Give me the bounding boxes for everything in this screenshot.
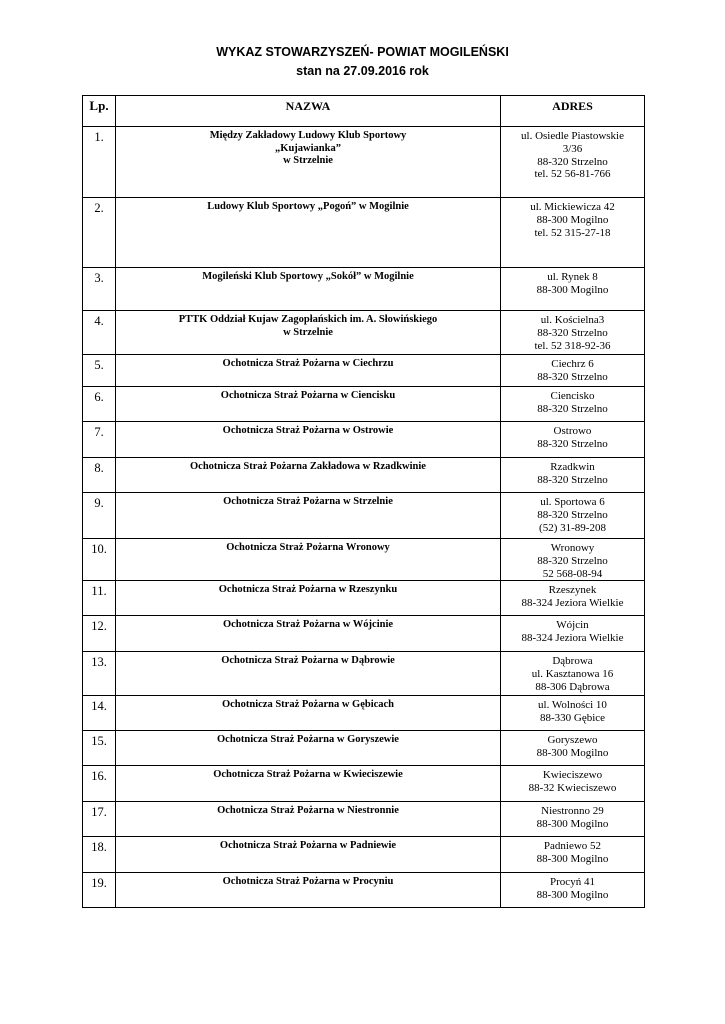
address-line: 88-300 Mogilno xyxy=(536,818,609,831)
address-line: 88-324 Jeziora Wielkie xyxy=(521,632,624,645)
table-row xyxy=(83,696,645,731)
address-line: 88-306 Dąbrowa xyxy=(535,680,610,693)
table-row xyxy=(83,581,645,616)
table-row xyxy=(83,731,645,766)
association-name-cell xyxy=(116,311,501,355)
column-header-address: ADRES xyxy=(501,96,645,127)
association-name-line: Ochotnicza Straż Pożarna w Gębicach xyxy=(221,699,395,711)
address-cell xyxy=(501,422,645,458)
table-row xyxy=(83,873,645,908)
address-line: Ciencisko xyxy=(550,390,595,402)
row-number: 14. xyxy=(83,696,116,731)
address-cell xyxy=(501,127,645,198)
association-name-line: Ochotnicza Straż Pożarna Zakładowa w Rzadkwinie xyxy=(190,461,426,472)
association-name-line: Ochotnicza Straż Pożarna w Kwieciszewie xyxy=(213,769,403,781)
association-name-cell xyxy=(116,696,501,731)
association-name-cell xyxy=(116,268,501,311)
address-line: 88-330 Gębice xyxy=(539,712,606,725)
address-line: 88-324 Jeziora Wielkie xyxy=(521,597,624,610)
address-line: 88-32 Kwieciszewo xyxy=(528,782,617,795)
address-line: ul. Kasztanowa 16 xyxy=(531,668,614,681)
association-name-cell xyxy=(116,802,501,837)
address-line: Wójcin xyxy=(556,619,589,632)
association-name-line: Ochotnicza Straż Pożarna w Goryszewie xyxy=(217,734,399,746)
address-cell xyxy=(501,802,645,837)
row-number: 4. xyxy=(83,311,116,355)
association-name-line: Ochotnicza Straż Pożarna w Dąbrowie xyxy=(221,655,395,667)
row-number: 17. xyxy=(83,802,116,837)
row-number: 2. xyxy=(83,198,116,268)
address-line: 88-300 Mogilno xyxy=(536,283,609,296)
address-line: 88-320 Strzelno xyxy=(537,370,608,383)
row-number: 15. xyxy=(83,731,116,766)
address-line: 88-320 Strzelno xyxy=(537,554,608,567)
address-line: Rzadkwin xyxy=(550,461,595,473)
address-cell xyxy=(501,493,645,539)
association-name-cell xyxy=(116,355,501,387)
associations-table xyxy=(82,95,645,908)
address-cell xyxy=(501,766,645,802)
address-cell xyxy=(501,652,645,696)
address-cell xyxy=(501,731,645,766)
row-number: 12. xyxy=(83,616,116,652)
address-line: (52) 31-89-208 xyxy=(539,521,606,534)
table-row xyxy=(83,837,645,873)
row-number: 13. xyxy=(83,652,116,696)
row-number: 18. xyxy=(83,837,116,873)
association-name-cell xyxy=(116,837,501,873)
address-line: Wronowy xyxy=(550,542,595,554)
address-line: tel. 52 56-81-766 xyxy=(534,168,611,181)
address-line: ul. Wolności 10 xyxy=(538,699,607,712)
address-line: 88-320 Strzelno xyxy=(537,155,608,168)
row-number: 7. xyxy=(83,422,116,458)
association-name-cell xyxy=(116,493,501,539)
address-line: Niestronno 29 xyxy=(541,805,604,818)
association-name-line: w Strzelnie xyxy=(283,155,333,166)
association-name-line: Ochotnicza Straż Pożarna w Procyniu xyxy=(222,876,394,888)
address-cell xyxy=(501,458,645,493)
association-name-line: Ochotnicza Straż Pożarna Wronowy xyxy=(226,542,390,553)
association-name-cell xyxy=(116,731,501,766)
row-number: 3. xyxy=(83,268,116,311)
table-row xyxy=(83,311,645,355)
address-line: ul. Sportowa 6 xyxy=(540,496,605,508)
address-line: ul. Rynek 8 xyxy=(547,271,598,283)
association-name-cell xyxy=(116,873,501,908)
association-name-line: Ochotnicza Straż Pożarna w Rzeszynku xyxy=(218,584,398,596)
address-line: Kwieciszewo xyxy=(542,769,603,782)
association-name-cell xyxy=(116,581,501,616)
table-row xyxy=(83,652,645,696)
address-cell xyxy=(501,837,645,873)
address-line: 88-300 Mogilno xyxy=(536,747,609,760)
association-name-line: Ochotnicza Straż Pożarna w Ostrowie xyxy=(222,425,394,436)
address-cell xyxy=(501,198,645,268)
association-name-cell xyxy=(116,387,501,422)
address-cell xyxy=(501,616,645,652)
address-line: Ostrowo xyxy=(553,425,592,437)
association-name-line: Ochotnicza Straż Pożarna w Padniewie xyxy=(219,840,397,852)
row-number: 1. xyxy=(83,127,116,198)
address-cell xyxy=(501,268,645,311)
table-row xyxy=(83,387,645,422)
table-row xyxy=(83,355,645,387)
association-name-line: Ochotnicza Straż Pożarna w Strzelnie xyxy=(223,496,393,507)
association-name-cell xyxy=(116,127,501,198)
address-cell xyxy=(501,581,645,616)
association-name-line: Mogileński Klub Sportowy „Sokół” w Mogilnie xyxy=(202,271,414,282)
table-row xyxy=(83,127,645,198)
column-header-name: NAZWA xyxy=(116,96,501,127)
row-number: 16. xyxy=(83,766,116,802)
association-name-line: Między Zakładowy Ludowy Klub Sportowy xyxy=(209,130,407,141)
association-name-line: Ochotnicza Straż Pożarna w Wójcinie xyxy=(222,619,394,631)
association-name-cell xyxy=(116,766,501,802)
row-number: 10. xyxy=(83,539,116,581)
address-cell xyxy=(501,873,645,908)
address-line: 88-300 Mogilno xyxy=(536,213,609,226)
address-line: 88-320 Strzelno xyxy=(537,473,608,486)
association-name-line: Ochotnicza Straż Pożarna w Ciechrzu xyxy=(222,358,394,369)
address-cell xyxy=(501,355,645,387)
association-name-line: Ludowy Klub Sportowy „Pogoń” w Mogilnie xyxy=(207,201,409,212)
address-line: 88-300 Mogilno xyxy=(536,889,609,902)
row-number: 19. xyxy=(83,873,116,908)
document-title-block xyxy=(0,43,725,81)
address-line: 52 568-08-94 xyxy=(542,567,603,580)
column-header-lp: Lp. xyxy=(83,96,116,127)
association-name-cell xyxy=(116,422,501,458)
association-name-cell xyxy=(116,539,501,581)
association-name-cell xyxy=(116,616,501,652)
address-cell xyxy=(501,539,645,581)
address-line: 88-320 Strzelno xyxy=(537,437,608,450)
row-number: 11. xyxy=(83,581,116,616)
association-name-line: PTTK Oddział Kujaw Zagopłańskich im. A. Słowińskiego xyxy=(178,314,438,325)
address-line: Rzeszynek xyxy=(548,584,597,597)
address-line: Dąbrowa xyxy=(552,655,593,668)
address-line: ul. Mickiewicza 42 xyxy=(530,201,615,213)
document-title: WYKAZ STOWARZYSZEŃ- POWIAT MOGILEŃSKI xyxy=(216,45,509,59)
table-row xyxy=(83,493,645,539)
row-number: 6. xyxy=(83,387,116,422)
table-row xyxy=(83,268,645,311)
row-number: 8. xyxy=(83,458,116,493)
address-line: 3/36 xyxy=(562,142,583,155)
table-row xyxy=(83,616,645,652)
association-name-line: „Kujawianka” xyxy=(275,142,341,154)
table-row xyxy=(83,458,645,493)
address-cell xyxy=(501,311,645,355)
association-name-cell xyxy=(116,458,501,493)
row-number: 5. xyxy=(83,355,116,387)
table-header-row xyxy=(83,96,645,127)
association-name-cell xyxy=(116,198,501,268)
address-line: 88-320 Strzelno xyxy=(537,326,608,339)
address-line: Procyń 41 xyxy=(550,876,595,889)
table-row xyxy=(83,766,645,802)
address-cell xyxy=(501,387,645,422)
address-cell xyxy=(501,696,645,731)
table-row xyxy=(83,539,645,581)
association-name-line: Ochotnicza Straż Pożarna w Ciencisku xyxy=(220,390,396,401)
association-name-line: Ochotnicza Straż Pożarna w Niestronnie xyxy=(217,805,399,817)
table-row xyxy=(83,198,645,268)
address-line: 88-320 Strzelno xyxy=(537,508,608,521)
association-name-line: w Strzelnie xyxy=(283,326,333,338)
address-line: ul. Osiedle Piastowskie xyxy=(521,130,624,142)
row-number: 9. xyxy=(83,493,116,539)
address-line: Padniewo 52 xyxy=(543,840,602,853)
address-line: Goryszewo xyxy=(547,734,598,747)
address-line: ul. Kościelna3 xyxy=(540,314,605,326)
address-line: 88-300 Mogilno xyxy=(536,853,609,866)
document-subtitle: stan na 27.09.2016 rok xyxy=(296,64,429,78)
address-line: tel. 52 318-92-36 xyxy=(534,339,611,352)
association-name-cell xyxy=(116,652,501,696)
address-line: 88-320 Strzelno xyxy=(537,402,608,415)
table-row xyxy=(83,422,645,458)
address-line: tel. 52 315-27-18 xyxy=(534,226,611,239)
address-line: Ciechrz 6 xyxy=(551,358,594,370)
table-row xyxy=(83,802,645,837)
